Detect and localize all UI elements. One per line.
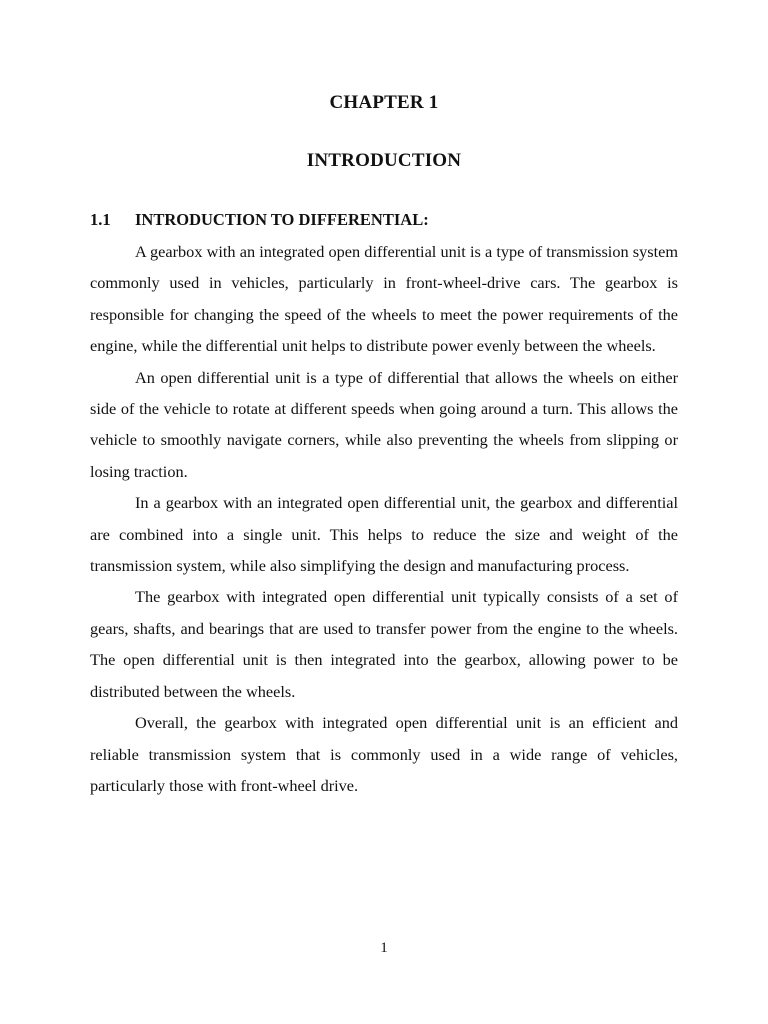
page-number: 1 [380,940,388,956]
paragraph: The gearbox with integrated open differential unit typically consists of a set of gears, shafts, and bearings that are used to transfer power from the engine to the wheels. The open differential unit is then integrated into the gearbox, allowing power to be distributed between the wheels. [90,587,678,701]
paragraph: An open differential unit is a type of differential that allows the wheels on either side of the vehicle to rotate at different speeds when going around a turn. This allows the vehicle to smoothly navigate corners, while also preventing the wheels from slipping or losing traction. [90,367,678,481]
chapter-label: CHAPTER 1 [329,92,439,113]
section-number: 1.1 [90,210,111,229]
paragraph: In a gearbox with an integrated open differential unit, the gearbox and differential are combined into a single unit. This helps to reduce the size and weight of the transmission system, while also simplifying the design and manufacturing process. [90,493,678,576]
section-heading-text: INTRODUCTION TO DIFFERENTIAL: [135,210,429,229]
paragraph: Overall, the gearbox with integrated open differential unit is an efficient and reliable transmission system that is commonly used in a wide range of vehicles, particularly those with front-wheel drive. [90,713,678,795]
body-text [90,236,678,801]
paragraph: A gearbox with an integrated open differential unit is a type of transmission system commonly used in vehicles, particularly in front-wheel-drive cars. The gearbox is responsible for changing the speed of the wheels to meet the power requirements of the engine, while the differential unit helps to distribute power evenly between the wheels. [90,242,678,356]
section-heading [90,210,429,230]
chapter-title: INTRODUCTION [306,150,462,171]
